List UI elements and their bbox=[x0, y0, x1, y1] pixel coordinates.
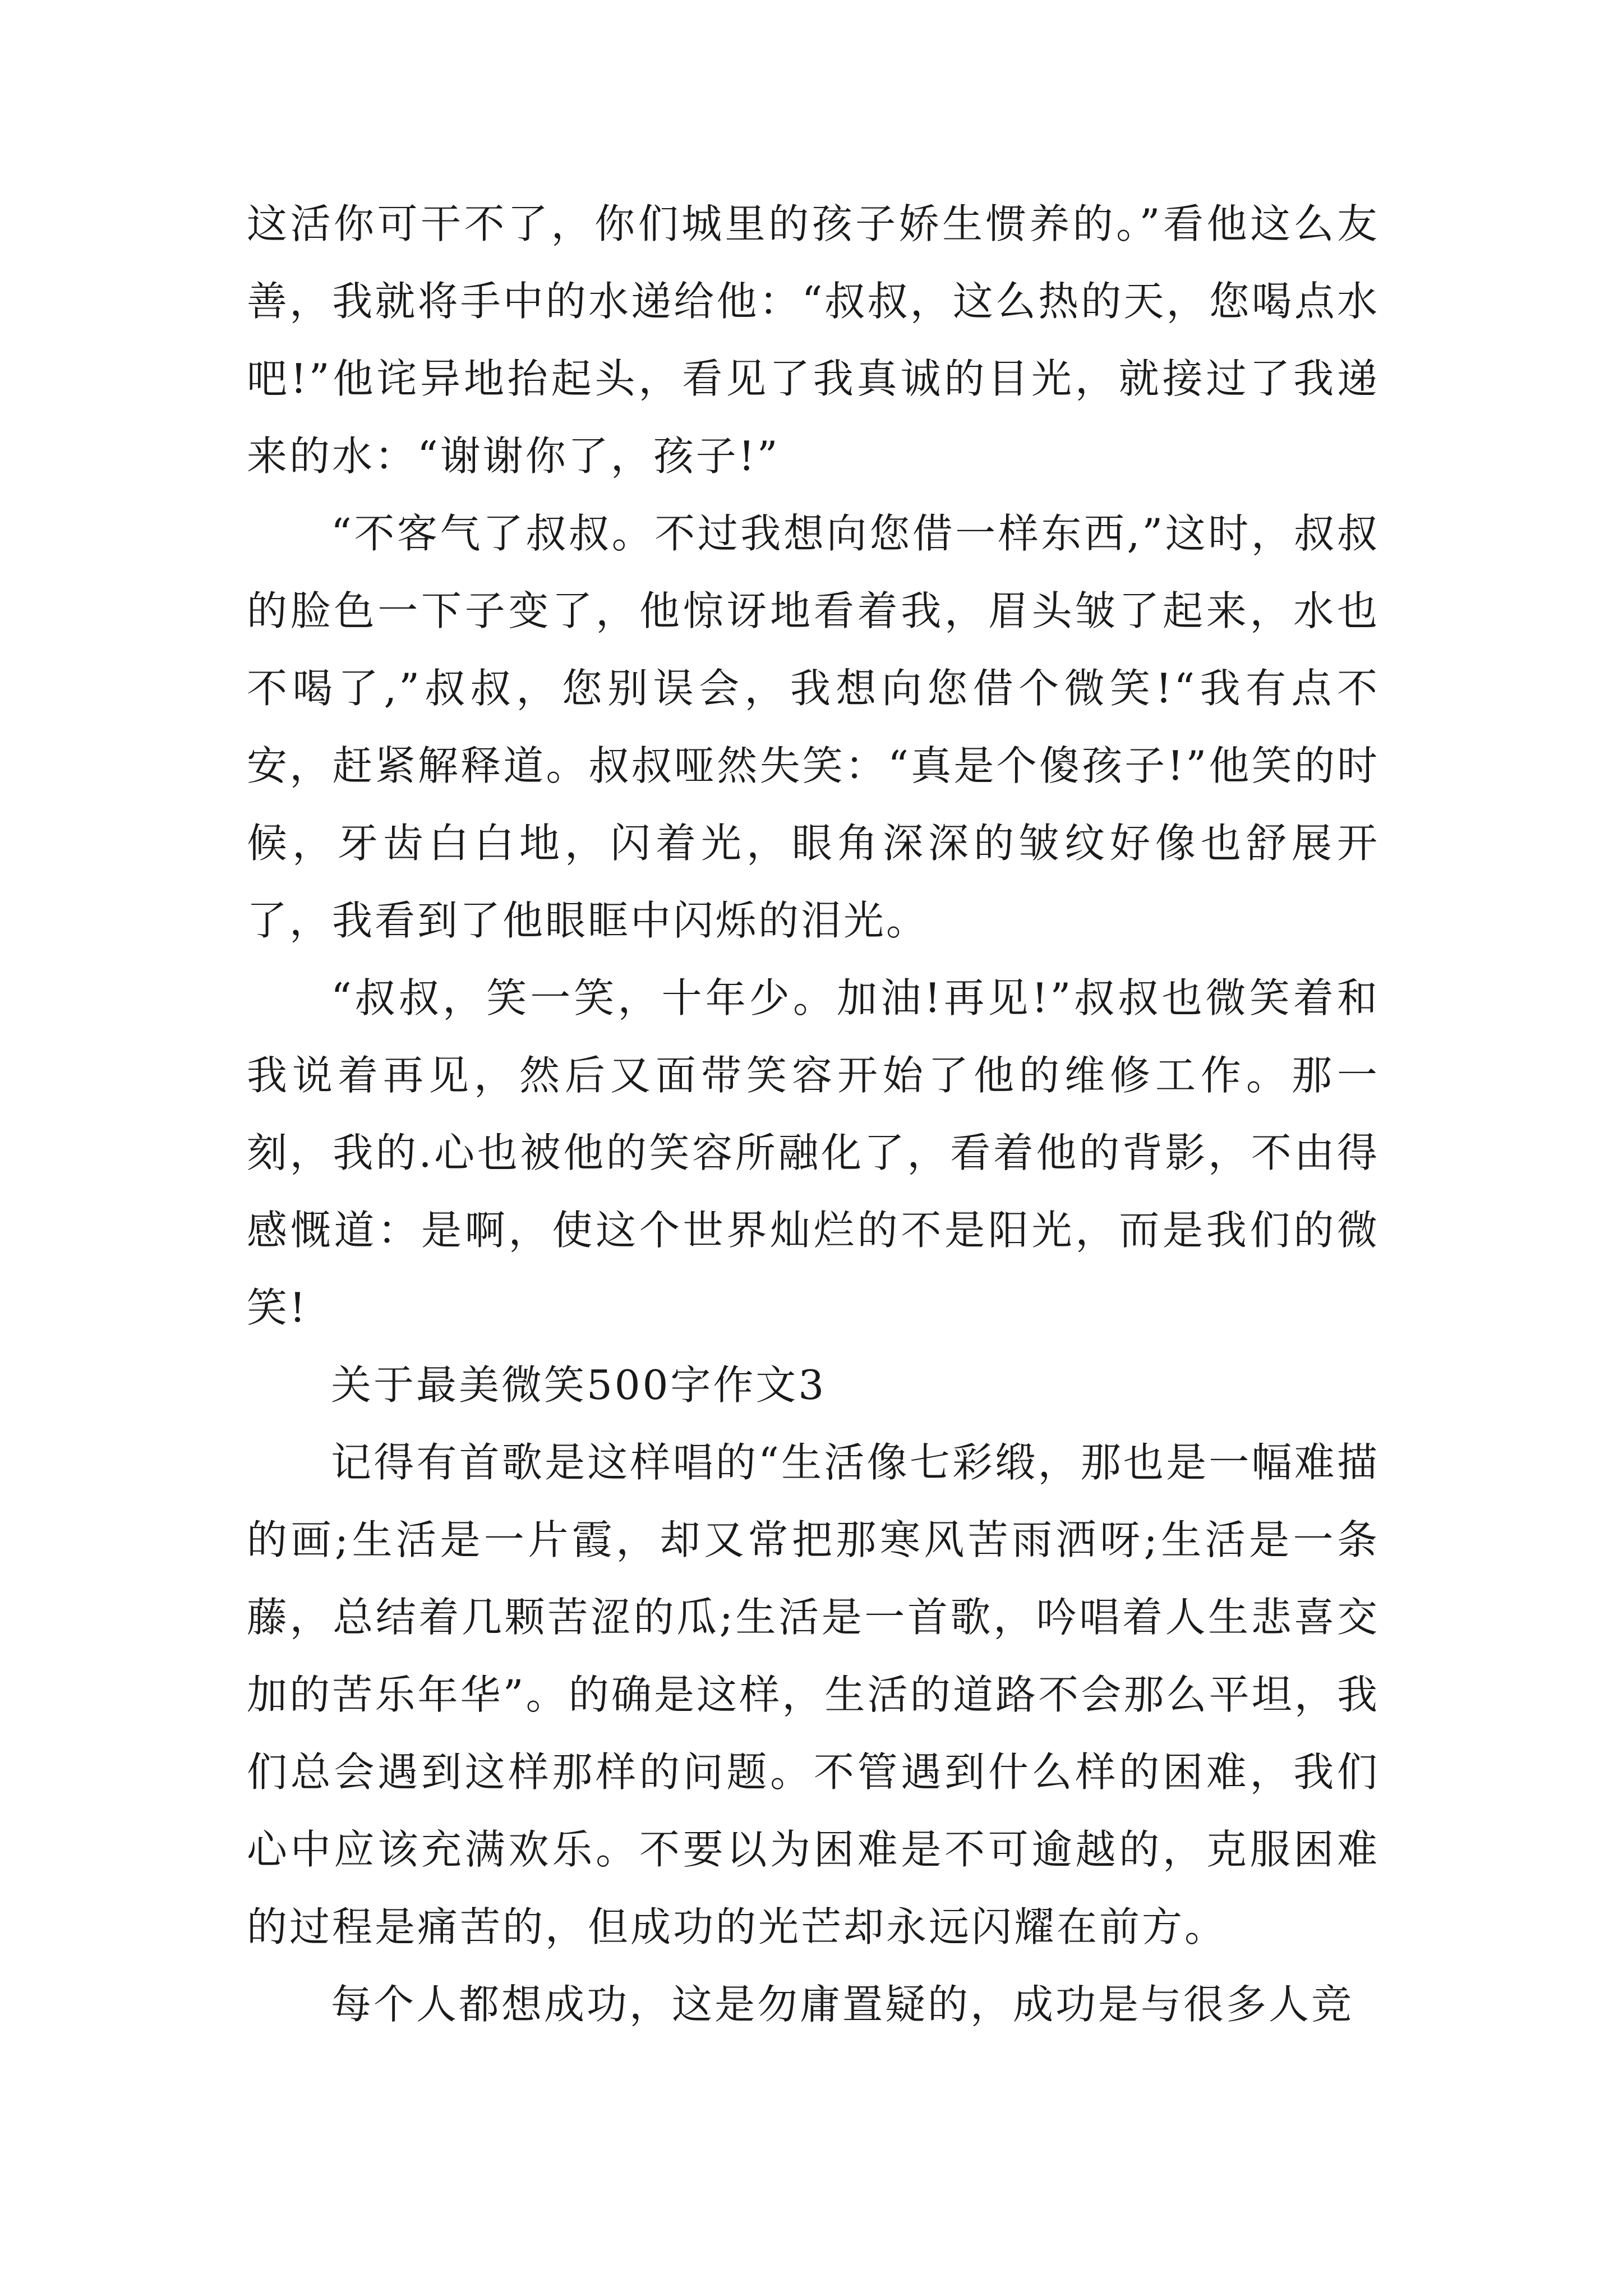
paragraph-1: 这活你可干不了，你们城里的孩子娇生惯养的。”看他这么友善，我就将手中的水递给他：“叔叔，这么热的天，您喝点水吧!”他诧异地抬起头，看见了我真诚的目光，就接过了我递来的水：“谢谢你了，孩子!” bbox=[247, 200, 1380, 480]
paragraph-2: “不客气了叔叔。不过我想向您借一样东西,”这时，叔叔的脸色一下子变了，他惊讶地看着我，眉头皱了起来，水也不喝了,”叔叔，您别误会，我想向您借个微笑!“我有点不安，赶紧解释道。叔叔哑然失笑：“真是个傻孩子!”他笑的时候，牙齿白白地，闪着光，眼角深深的皱纹好像也舒展开了，我看到了他眼眶中闪烁的泪光。 bbox=[247, 510, 1380, 944]
document-body bbox=[247, 185, 1380, 2043]
section-heading: 关于最美微笑500字作文3 bbox=[331, 1361, 827, 1409]
paragraph-5: 每个人都想成功，这是勿庸置疑的，成功是与很多人竞 bbox=[331, 1981, 1354, 2028]
paragraph-3: “叔叔，笑一笑，十年少。加油!再见!”叔叔也微笑着和我说着再见，然后又面带笑容开始了他的维修工作。那一刻，我的.心也被他的笑容所融化了，看着他的背影，不由得感慨道：是啊，使这个世界灿烂的不是阳光，而是我们的微笑! bbox=[247, 974, 1380, 1331]
paragraph-4: 记得有首歌是这样唱的“生活像七彩缎，那也是一幅难描的画;生活是一片霞，却又常把那寒风苦雨洒呀;生活是一条藤，总结着几颗苦涩的瓜;生活是一首歌，吟唱着人生悲喜交加的苦乐年华”。的确是这样，生活的道路不会那么平坦，我们总会遇到这样那样的问题。不管遇到什么样的困难，我们心中应该充满欢乐。不要以为困难是不可逾越的，克服困难的过程是痛苦的，但成功的光芒却永远闪耀在前方。 bbox=[247, 1439, 1380, 1950]
